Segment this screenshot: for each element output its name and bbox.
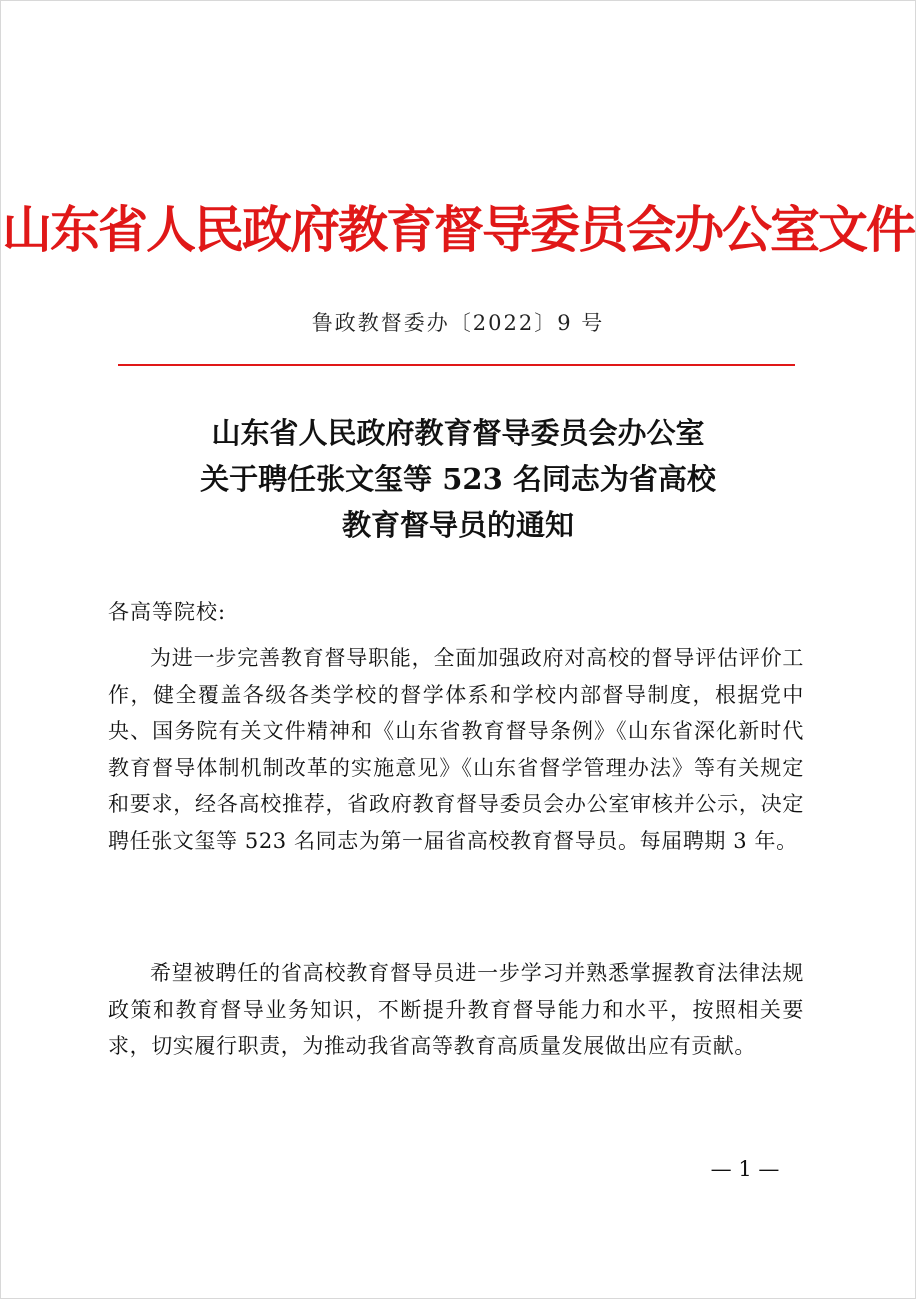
document-header-title: 山东省人民政府教育督导委员会办公室文件 <box>2 201 914 259</box>
body-paragraph-1: 为进一步完善教育督导职能，全面加强政府对高校的督导评估评价工作，健全覆盖各级各类学校的督学体系和学校内部督导制度，根据党中央、国务院有关文件精神和《山东省教育督导条例》《山东省深化新时代教育督导体制机制改革的实施意见》《山东省督学管理办法》等有关规定和要求，经各高校推荐，省政府教育督导委员会办公室审核并公示，决定聘任张文玺等 523 名同志为第一届省高校教育督导员。每届聘期 3 年。 <box>108 646 804 853</box>
page-number: — 1 — <box>710 1157 780 1181</box>
red-divider-line <box>118 364 795 366</box>
salutation: 各高等院校: <box>108 600 227 624</box>
notice-title <box>0 410 916 548</box>
document-number: 鲁政教督委办〔2022〕9 号 <box>311 311 605 335</box>
notice-title-line-1: 山东省人民政府教育督导委员会办公室 <box>211 416 705 450</box>
notice-title-line-2: 关于聘任张文玺等 523 名同志为省高校 <box>200 462 716 496</box>
notice-title-line-3: 教育督导员的通知 <box>341 508 574 542</box>
body-paragraph-2: 希望被聘任的省高校教育督导员进一步学习并熟悉掌握教育法律法规政策和教育督导业务知识，不断提升教育督导能力和水平，按照相关要求，切实履行职责，为推动我省高等教育高质量发展做出应有贡献。 <box>108 961 804 1058</box>
